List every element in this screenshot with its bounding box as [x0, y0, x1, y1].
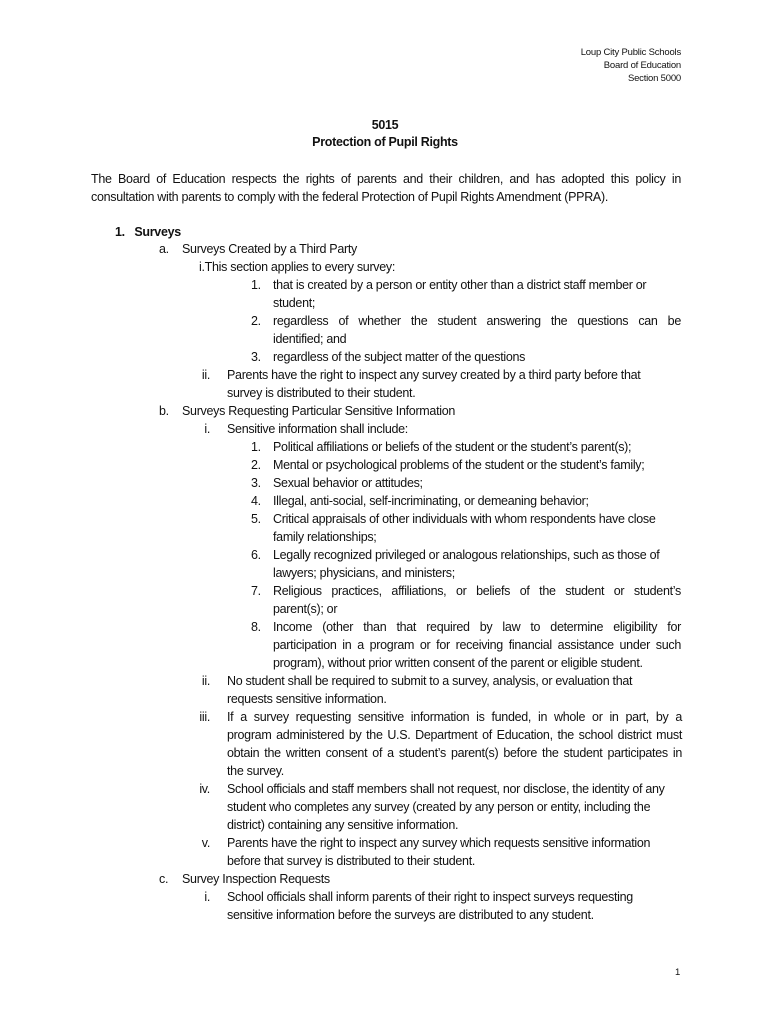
list-item-line: regardless of the subject matter of the questions — [273, 350, 526, 364]
list-item — [273, 276, 681, 312]
list-item — [227, 366, 682, 402]
list-item-line: Illegal, anti-social, self-incriminating, or demeaning behavior; — [273, 494, 589, 508]
list-marker: 3. — [251, 476, 261, 490]
intro-line: consultation with parents to comply with the federal Protection of Pupil Rights Amendment (PPRA). — [91, 190, 609, 204]
list-item-line: survey is distributed to their student. — [227, 386, 416, 400]
document-header — [581, 46, 681, 85]
list-item — [273, 348, 681, 366]
subsection-title: Surveys Requesting Particular Sensitive Information — [182, 404, 456, 418]
list-item-line: parent(s); or — [273, 602, 338, 616]
list-marker: 5. — [251, 512, 261, 526]
list-marker: a. — [159, 242, 169, 256]
list-item — [227, 780, 682, 834]
list-item-line: School officials and staff members shall not request, nor disclose, the identity of any — [227, 782, 665, 796]
list-marker: 6. — [251, 548, 261, 562]
list-item-line: program administered by the U.S. Department of Education, the school district must — [227, 728, 682, 742]
header-section: Section 5000 — [627, 73, 681, 84]
list-item-line: student; — [273, 296, 316, 310]
list-item — [273, 312, 681, 348]
list-item — [273, 618, 681, 672]
list-item — [273, 510, 681, 546]
list-item-line: family relationships; — [273, 530, 377, 544]
list-item-line: that is created by a person or entity other than a district staff member or — [273, 278, 647, 292]
list-item-text: Sensitive information shall include: — [227, 422, 408, 436]
list-item-line: Parents have the right to inspect any survey created by a third party before that — [227, 368, 641, 382]
list-item-line: the survey. — [227, 764, 284, 778]
list-item — [273, 582, 681, 618]
list-item-line: Parents have the right to inspect any survey which requests sensitive information — [227, 836, 651, 850]
list-marker: 8. — [251, 620, 261, 634]
list-marker: 1. — [251, 440, 261, 454]
list-item-line: Political affiliations or beliefs of the student or the student’s parent(s); — [273, 440, 632, 454]
list-item-line: School officials shall inform parents of their right to inspect surveys requesting — [227, 890, 633, 904]
list-item — [273, 456, 681, 474]
list-item-line: Sexual behavior or attitudes; — [273, 476, 423, 490]
list-marker: 3. — [251, 350, 261, 364]
list-item-line: Critical appraisals of other individuals with whom respondents have close — [273, 512, 656, 526]
list-item — [227, 834, 682, 870]
list-item-line: sensitive information before the surveys are distributed to any student. — [227, 908, 594, 922]
list-marker: c. — [159, 872, 169, 886]
list-marker: 4. — [251, 494, 261, 508]
list-item — [227, 888, 682, 924]
subsection-title: Survey Inspection Requests — [182, 872, 330, 886]
list-marker: i. — [204, 890, 210, 904]
policy-number: 5015 — [371, 118, 399, 132]
list-item — [273, 474, 681, 492]
list-item-line: lawyers; physicians, and ministers; — [273, 566, 455, 580]
list-marker: iii. — [199, 710, 210, 724]
list-marker: 7. — [251, 584, 261, 598]
list-item-line: participation in a program or for receiving financial assistance under such — [273, 638, 681, 652]
list-marker: ii. — [201, 368, 210, 382]
list-marker: 1. — [251, 278, 261, 292]
list-item-line: No student shall be required to submit to a survey, analysis, or evaluation that — [227, 674, 633, 688]
list-marker: iv. — [199, 782, 210, 796]
list-item-line: before that survey is distributed to their student. — [227, 854, 476, 868]
section-heading — [115, 225, 181, 239]
list-item-line: If a survey requesting sensitive information is funded, in whole or in part, by a — [227, 710, 682, 724]
list-item-line: district) containing any sensitive information. — [227, 818, 459, 832]
subsection-title: Surveys Created by a Third Party — [182, 242, 357, 256]
list-marker: 2. — [251, 458, 261, 472]
section-number: 1. — [115, 225, 125, 239]
list-item — [227, 672, 682, 708]
policy-title: Protection of Pupil Rights — [312, 135, 458, 149]
list-item — [273, 546, 681, 582]
intro-line: The Board of Education respects the rights of parents and their children, and has adopted this policy in — [91, 172, 681, 186]
intro-paragraph — [91, 170, 681, 206]
header-school-name: Loup City Public Schools — [580, 47, 681, 58]
header-board: Board of Education — [603, 60, 681, 71]
list-item-line: identified; and — [273, 332, 347, 346]
list-marker: b. — [159, 404, 169, 418]
page-number: 1 — [675, 967, 680, 978]
section-title: Surveys — [134, 225, 181, 239]
list-item-line: obtain the written consent of a student’s parent(s) before the student participates in — [227, 746, 682, 760]
list-item-line: program), without prior written consent of the parent or eligible student. — [273, 656, 643, 670]
list-item-line: Religious practices, affiliations, or beliefs of the student or student’s — [273, 584, 681, 598]
list-item — [273, 438, 681, 456]
list-item — [273, 492, 681, 510]
list-item-line: requests sensitive information. — [227, 692, 387, 706]
list-item-line: Legally recognized privileged or analogous relationships, such as those of — [273, 548, 660, 562]
list-item — [227, 708, 682, 780]
list-item-text: i.This section applies to every survey: — [199, 260, 396, 274]
list-item-line: Mental or psychological problems of the student or the student’s family; — [273, 458, 645, 472]
list-marker: i. — [204, 422, 210, 436]
list-marker: v. — [201, 836, 210, 850]
list-item-line: regardless of whether the student answering the questions can be — [273, 314, 681, 328]
list-item-line: student who completes any survey (created by any person or entity, including the — [227, 800, 651, 814]
list-marker: ii. — [201, 674, 210, 688]
list-item-line: Income (other than that required by law to determine eligibility for — [273, 620, 681, 634]
list-marker: 2. — [251, 314, 261, 328]
